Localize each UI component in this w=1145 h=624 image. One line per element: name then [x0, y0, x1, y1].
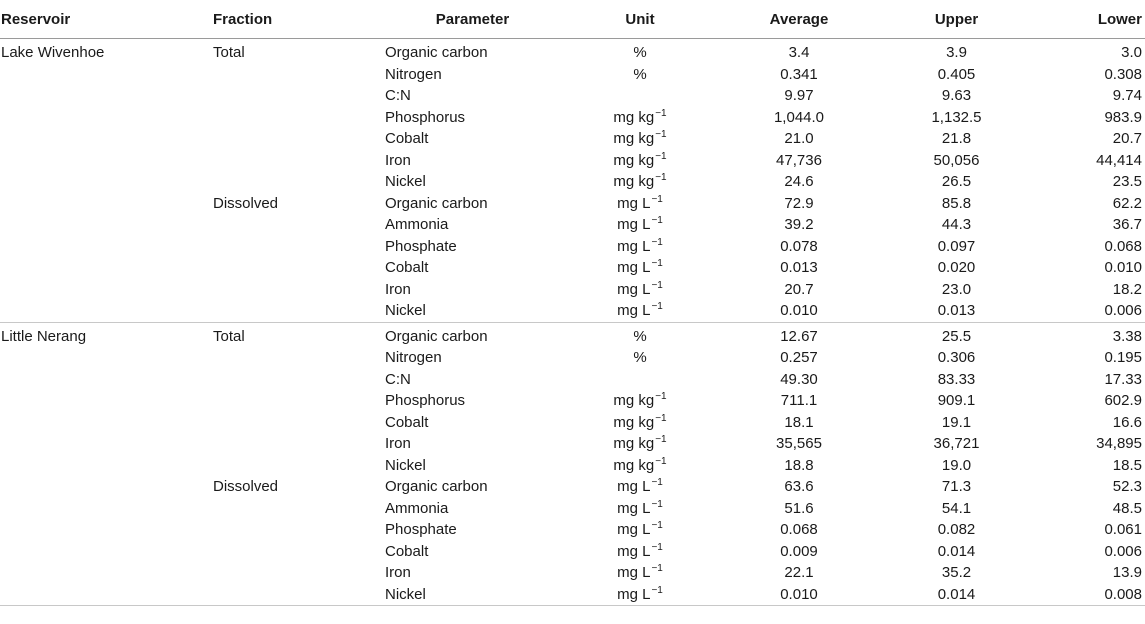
table-row — [0, 390, 1145, 412]
table-row — [0, 279, 1145, 301]
parameter-cell: Nickel — [385, 456, 426, 474]
reservoir-cell — [0, 64, 213, 86]
lower-cell: 602.9 — [1104, 392, 1142, 410]
reservoir-cell — [0, 214, 213, 236]
fraction-cell — [213, 519, 385, 541]
header-lower: Lower — [1035, 0, 1145, 39]
unit-exponent: −1 — [655, 129, 667, 141]
unit-text: mg kg — [613, 413, 655, 431]
reservoir-cell — [0, 519, 213, 541]
unit-exponent: −1 — [655, 455, 667, 467]
fraction-cell — [213, 412, 385, 434]
table-row — [0, 85, 1145, 107]
unit-text: mg L — [617, 237, 651, 255]
parameter-cell: Iron — [385, 435, 411, 453]
table-row — [0, 433, 1145, 455]
table-body — [0, 39, 1145, 606]
lower-cell: 0.006 — [1104, 542, 1142, 560]
average-cell: 24.6 — [784, 173, 814, 191]
reservoir-cell — [0, 171, 213, 193]
fraction-cell — [213, 562, 385, 584]
lower-cell: 23.5 — [1112, 173, 1142, 191]
unit-text: mg kg — [613, 173, 655, 191]
upper-cell: 71.3 — [941, 478, 972, 496]
table-row — [0, 519, 1145, 541]
lower-cell: 18.2 — [1112, 280, 1142, 298]
average-cell: 18.1 — [784, 413, 814, 431]
table-row — [0, 369, 1145, 391]
unit-text: mg L — [617, 564, 651, 582]
upper-cell: 9.63 — [941, 87, 972, 105]
header-unit: Unit — [560, 0, 720, 39]
average-cell: 0.013 — [780, 259, 818, 277]
fraction-cell — [213, 214, 385, 236]
lower-cell: 0.308 — [1104, 65, 1142, 83]
unit-text: mg L — [617, 521, 651, 539]
upper-cell: 909.1 — [937, 392, 976, 410]
parameter-cell: C:N — [385, 370, 411, 388]
lower-cell: 13.9 — [1112, 564, 1142, 582]
unit-text: % — [633, 349, 647, 367]
unit-cell — [560, 519, 720, 541]
unit-exponent: −1 — [651, 584, 663, 596]
reservoir-cell — [0, 541, 213, 563]
unit-text: % — [633, 65, 647, 83]
lower-cell: 18.5 — [1112, 456, 1142, 474]
table-row — [0, 150, 1145, 172]
unit-cell — [560, 39, 720, 64]
unit-text: mg L — [617, 585, 651, 603]
lower-cell: 34,895 — [1096, 435, 1142, 453]
unit-text: mg L — [617, 478, 651, 496]
fraction-cell — [213, 300, 385, 322]
reservoir-cell — [0, 498, 213, 520]
unit-cell — [560, 85, 720, 107]
upper-cell: 21.8 — [941, 130, 972, 148]
table-row — [0, 541, 1145, 563]
unit-text: mg kg — [613, 151, 655, 169]
fraction-cell — [213, 257, 385, 279]
reservoir-cell — [0, 412, 213, 434]
average-cell: 0.078 — [780, 237, 818, 255]
average-cell: 0.068 — [780, 521, 818, 539]
lower-cell: 3.38 — [1112, 327, 1142, 345]
lower-cell: 20.7 — [1112, 130, 1142, 148]
reservoir-cell — [0, 128, 213, 150]
upper-cell: 50,056 — [933, 151, 980, 169]
unit-exponent: −1 — [655, 172, 667, 184]
fraction-cell: Total — [213, 327, 245, 345]
upper-cell: 0.014 — [878, 584, 1035, 606]
fraction-cell — [213, 279, 385, 301]
lower-cell: 0.195 — [1104, 349, 1142, 367]
fraction-cell — [213, 128, 385, 150]
unit-cell — [560, 150, 720, 172]
lower-cell: 0.008 — [1035, 584, 1145, 606]
parameter-cell: Nitrogen — [385, 65, 442, 83]
fraction-cell — [213, 107, 385, 129]
parameter-cell: Phosphate — [385, 521, 457, 539]
unit-exponent: −1 — [655, 107, 667, 119]
unit-cell — [560, 300, 720, 322]
upper-cell: 3.9 — [946, 44, 967, 62]
unit-exponent: −1 — [651, 520, 663, 532]
parameter-cell: Phosphorus — [385, 392, 466, 410]
header-row — [0, 0, 1145, 39]
upper-cell: 19.1 — [941, 413, 972, 431]
parameter-cell: C:N — [385, 87, 411, 105]
table-row — [0, 300, 1145, 322]
upper-cell: 25.5 — [941, 327, 972, 345]
unit-cell — [560, 171, 720, 193]
unit-exponent: −1 — [651, 541, 663, 553]
lower-cell: 9.74 — [1112, 87, 1142, 105]
reservoir-cell — [0, 107, 213, 129]
parameter-cell: Nickel — [385, 584, 560, 606]
unit-cell — [560, 322, 720, 347]
header-reservoir: Reservoir — [0, 0, 213, 39]
upper-cell: 1,132.5 — [931, 108, 982, 126]
reservoir-cell: Lake Wivenhoe — [1, 44, 105, 62]
average-cell: 20.7 — [784, 280, 814, 298]
table-row — [0, 214, 1145, 236]
parameter-cell: Cobalt — [385, 130, 429, 148]
reservoir-cell: Little Nerang — [1, 327, 87, 345]
fraction-cell — [213, 369, 385, 391]
table-header — [0, 0, 1145, 39]
table-row — [0, 347, 1145, 369]
unit-exponent: −1 — [651, 258, 663, 270]
table-row — [0, 476, 1145, 498]
average-cell: 711.1 — [780, 392, 818, 410]
average-cell: 0.010 — [720, 584, 878, 606]
unit-text: mg L — [617, 302, 651, 320]
header-upper: Upper — [878, 0, 1035, 39]
average-cell: 63.6 — [784, 478, 814, 496]
reservoir-cell — [0, 455, 213, 477]
average-cell: 47,736 — [776, 151, 822, 169]
parameter-cell: Nickel — [385, 300, 560, 322]
average-cell: 9.97 — [784, 87, 814, 105]
unit-cell — [560, 128, 720, 150]
unit-cell — [560, 433, 720, 455]
average-cell: 1,044.0 — [773, 108, 825, 126]
table-row — [0, 171, 1145, 193]
header-fraction: Fraction — [213, 0, 385, 39]
unit-cell — [560, 390, 720, 412]
parameter-cell: Phosphate — [385, 237, 457, 255]
reservoir-cell — [0, 433, 213, 455]
lower-cell: 48.5 — [1112, 499, 1142, 517]
parameter-cell: Ammonia — [385, 499, 449, 517]
average-cell: 51.6 — [784, 499, 814, 517]
fraction-cell — [213, 390, 385, 412]
parameter-cell: Cobalt — [385, 413, 429, 431]
fraction-cell: Dissolved — [213, 478, 279, 496]
unit-text: mg L — [617, 259, 651, 277]
average-cell: 35,565 — [776, 435, 822, 453]
unit-exponent: −1 — [655, 434, 667, 446]
unit-text: mg kg — [613, 108, 655, 126]
lower-cell: 52.3 — [1112, 478, 1142, 496]
reservoir-cell — [0, 390, 213, 412]
parameter-cell: Nickel — [385, 173, 426, 191]
fraction-cell — [213, 433, 385, 455]
upper-cell: 0.405 — [937, 65, 976, 83]
unit-text: mg kg — [613, 435, 655, 453]
unit-cell — [560, 476, 720, 498]
table-row — [0, 236, 1145, 258]
table-row — [0, 107, 1145, 129]
unit-exponent: −1 — [651, 279, 663, 291]
unit-text: mg L — [617, 542, 651, 560]
parameter-cell: Iron — [385, 564, 411, 582]
reservoir-cell — [0, 279, 213, 301]
average-cell: 0.009 — [780, 542, 818, 560]
reservoir-cell — [0, 193, 213, 215]
average-cell: 72.9 — [784, 194, 814, 212]
fraction-cell — [213, 171, 385, 193]
reservoir-cell — [0, 150, 213, 172]
lower-cell: 17.33 — [1104, 370, 1142, 388]
average-cell: 0.341 — [780, 65, 818, 83]
lower-cell: 44,414 — [1096, 151, 1142, 169]
unit-text: mg L — [617, 194, 651, 212]
unit-cell — [560, 214, 720, 236]
unit-exponent: −1 — [651, 563, 663, 575]
parameter-cell: Organic carbon — [385, 478, 488, 496]
reservoir-cell — [0, 562, 213, 584]
parameter-cell: Organic carbon — [385, 194, 488, 212]
average-cell: 22.1 — [784, 564, 814, 582]
unit-text: mg kg — [613, 130, 655, 148]
fraction-cell: Total — [213, 44, 245, 62]
upper-cell: 23.0 — [941, 280, 972, 298]
lower-cell: 0.061 — [1104, 521, 1142, 539]
average-cell: 0.010 — [720, 300, 878, 322]
unit-exponent: −1 — [651, 301, 663, 313]
parameter-cell: Iron — [385, 280, 411, 298]
parameter-cell: Ammonia — [385, 216, 449, 234]
unit-cell — [560, 107, 720, 129]
parameter-cell: Nitrogen — [385, 349, 442, 367]
unit-exponent: −1 — [655, 412, 667, 424]
lower-cell: 0.010 — [1104, 259, 1142, 277]
unit-cell — [560, 412, 720, 434]
lower-cell: 0.006 — [1035, 300, 1145, 322]
parameter-cell: Phosphorus — [385, 108, 466, 126]
parameter-cell: Cobalt — [385, 259, 429, 277]
table-row — [0, 193, 1145, 215]
parameter-cell: Organic carbon — [385, 327, 488, 345]
upper-cell: 54.1 — [941, 499, 972, 517]
fraction-cell — [213, 541, 385, 563]
table-row — [0, 498, 1145, 520]
table-row — [0, 412, 1145, 434]
upper-cell: 0.082 — [937, 521, 976, 539]
average-cell: 0.257 — [780, 349, 818, 367]
upper-cell: 83.33 — [937, 370, 976, 388]
lower-cell: 0.068 — [1104, 237, 1142, 255]
parameter-cell: Cobalt — [385, 542, 429, 560]
unit-cell — [560, 193, 720, 215]
unit-cell — [560, 562, 720, 584]
table-row — [0, 257, 1145, 279]
average-cell: 49.30 — [780, 370, 818, 388]
average-cell: 3.4 — [788, 44, 810, 62]
upper-cell: 85.8 — [941, 194, 972, 212]
fraction-cell — [213, 85, 385, 107]
fraction-cell — [213, 347, 385, 369]
average-cell: 39.2 — [784, 216, 814, 234]
unit-cell — [560, 455, 720, 477]
unit-text: mg L — [617, 216, 651, 234]
average-cell: 12.67 — [780, 327, 818, 345]
table-row — [0, 562, 1145, 584]
unit-exponent: −1 — [655, 391, 667, 403]
upper-cell: 0.097 — [937, 237, 976, 255]
unit-exponent: −1 — [655, 150, 667, 162]
reservoir-cell — [0, 347, 213, 369]
upper-cell: 0.014 — [937, 542, 976, 560]
fraction-cell — [213, 584, 385, 606]
fraction-cell — [213, 236, 385, 258]
parameter-cell: Organic carbon — [385, 44, 488, 62]
lower-cell: 16.6 — [1112, 413, 1142, 431]
unit-text: mg L — [617, 280, 651, 298]
fraction-cell — [213, 150, 385, 172]
unit-cell — [560, 64, 720, 86]
fraction-cell — [213, 455, 385, 477]
unit-exponent: −1 — [651, 215, 663, 227]
table-row — [0, 64, 1145, 86]
unit-cell — [560, 279, 720, 301]
fraction-cell: Dissolved — [213, 194, 279, 212]
fraction-cell — [213, 64, 385, 86]
reservoir-cell — [0, 584, 213, 606]
unit-cell — [560, 584, 720, 606]
table-row — [0, 455, 1145, 477]
upper-cell: 26.5 — [941, 173, 972, 191]
unit-text: % — [633, 327, 647, 345]
upper-cell: 44.3 — [941, 216, 972, 234]
table-row — [0, 39, 1145, 64]
table-row — [0, 322, 1145, 347]
unit-text: mg L — [617, 499, 651, 517]
unit-cell — [560, 347, 720, 369]
header-average: Average — [720, 0, 878, 39]
unit-text: % — [633, 44, 647, 62]
average-cell: 21.0 — [784, 130, 814, 148]
unit-text: mg kg — [613, 456, 655, 474]
upper-cell: 19.0 — [941, 456, 972, 474]
unit-cell — [560, 369, 720, 391]
lower-cell: 3.0 — [1121, 44, 1142, 62]
reservoir-cell — [0, 300, 213, 322]
fraction-cell — [213, 498, 385, 520]
upper-cell: 36,721 — [933, 435, 980, 453]
lower-cell: 36.7 — [1112, 216, 1142, 234]
unit-cell — [560, 257, 720, 279]
reservoir-cell — [0, 85, 213, 107]
reservoir-cell — [0, 369, 213, 391]
upper-cell: 0.306 — [937, 349, 976, 367]
unit-exponent: −1 — [651, 477, 663, 489]
unit-cell — [560, 541, 720, 563]
upper-cell: 0.013 — [878, 300, 1035, 322]
parameter-cell: Iron — [385, 151, 411, 169]
header-parameter: Parameter — [385, 0, 560, 39]
table-row — [0, 128, 1145, 150]
reservoir-cell — [0, 257, 213, 279]
unit-cell — [560, 498, 720, 520]
unit-exponent: −1 — [651, 236, 663, 248]
upper-cell: 35.2 — [941, 564, 972, 582]
upper-cell: 0.020 — [937, 259, 976, 277]
table-row — [0, 584, 1145, 606]
unit-exponent: −1 — [651, 193, 663, 205]
lower-cell: 983.9 — [1104, 108, 1142, 126]
unit-cell — [560, 236, 720, 258]
unit-text: mg kg — [613, 392, 655, 410]
reservoir-cell — [0, 476, 213, 498]
reservoir-cell — [0, 236, 213, 258]
lower-cell: 62.2 — [1112, 194, 1142, 212]
average-cell: 18.8 — [784, 456, 814, 474]
unit-exponent: −1 — [651, 498, 663, 510]
